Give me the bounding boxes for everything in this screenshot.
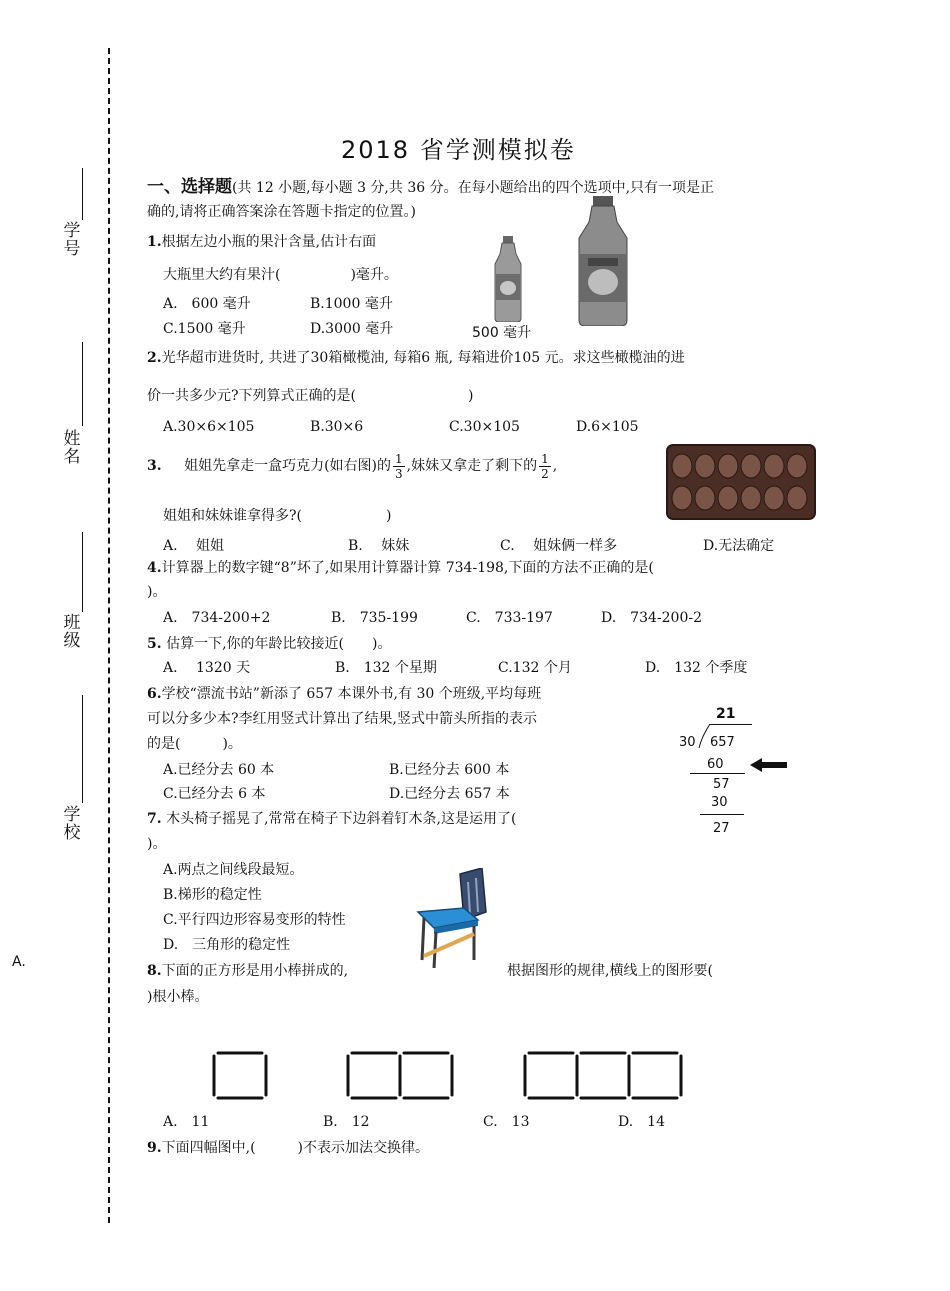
label-school: 学校	[63, 805, 81, 843]
q4-option-b[interactable]: B. 735-199	[331, 610, 418, 626]
page-title: 2018 省学测模拟卷	[341, 136, 576, 164]
chocolate-box-image	[666, 444, 816, 520]
q9-line1	[147, 1137, 429, 1157]
fraction-denominator: 3	[395, 466, 403, 481]
small-juice-bottle-image	[490, 236, 526, 322]
q5-option-d[interactable]: D. 132 个季度	[645, 660, 748, 676]
q3-option-c[interactable]: C. 姐妹俩一样多	[500, 538, 618, 554]
section-heading: 一、选择题	[147, 177, 232, 197]
q7-option-d[interactable]: D. 三角形的稳定性	[163, 937, 291, 953]
division-line-1	[690, 773, 745, 774]
q8-option-a[interactable]: A. 11	[163, 1114, 210, 1130]
stray-option-label: A.	[12, 954, 26, 970]
fraction-numerator: 1	[395, 451, 403, 466]
division-bar	[710, 724, 752, 725]
division-subtract-2: 30	[711, 795, 728, 810]
q8-line1a	[147, 960, 348, 980]
q3-text-a: 姐姐先拿走一盒巧克力(如右图)的	[184, 458, 392, 474]
q4-text: 计算器上的数字键“8”坏了,如果用计算器计算 734-198,下面的方法不正确的是(	[161, 560, 654, 576]
section-instr-1: (共 12 小题,每小题 3 分,共 36 分。在每小题给出的四个选项中,只有一项是正	[232, 180, 715, 196]
chair-image	[412, 868, 490, 968]
division-divisor: 30	[679, 735, 696, 750]
q7-line1	[147, 808, 516, 828]
fraction-one-half	[539, 452, 551, 481]
q8-text-a: 下面的正方形是用小棒拼成的,	[161, 963, 349, 979]
q8-line2: )根小棒。	[147, 989, 209, 1005]
q3-line1	[147, 446, 557, 486]
q7-option-a[interactable]: A.两点之间线段最短。	[163, 862, 304, 878]
fraction-one-third	[393, 452, 405, 481]
q9-text: 下面四幅图中,( )不表示加法交换律。	[161, 1140, 429, 1156]
fraction-numerator: 1	[541, 451, 549, 466]
q8-option-c[interactable]: C. 13	[483, 1114, 530, 1130]
q5-option-a[interactable]: A. 1320 天	[163, 660, 251, 676]
q4-line1	[147, 557, 654, 577]
q3-number: 3.	[147, 458, 162, 474]
label-student-number: 学号	[63, 221, 81, 259]
q5-line1	[147, 633, 391, 653]
q3-option-b[interactable]: B. 妹妹	[348, 538, 410, 554]
q4-number: 4.	[147, 560, 162, 576]
q6-line3: 的是( )。	[147, 736, 242, 752]
q2-line2: 价一共多少元?下列算式正确的是( )	[147, 388, 474, 404]
label-class: 班级	[63, 613, 81, 651]
q1-option-d[interactable]: D.3000 毫升	[310, 321, 394, 337]
q2-line1	[147, 347, 685, 367]
q6-option-c[interactable]: C.已经分去 6 本	[163, 786, 266, 802]
q6-option-b[interactable]: B.已经分去 600 本	[389, 762, 510, 778]
school-blank	[82, 695, 83, 803]
division-remainder-2: 27	[713, 821, 730, 836]
class-blank	[82, 532, 83, 612]
q5-text: 估算一下,你的年龄比较接近( )。	[166, 636, 392, 652]
fraction-denominator: 2	[541, 466, 549, 481]
q1-option-a[interactable]: A. 600 毫升	[163, 296, 251, 312]
q4-option-a[interactable]: A. 734-200+2	[163, 610, 271, 626]
q5-number: 5.	[147, 636, 162, 652]
q2-option-b[interactable]: B.30×6	[310, 419, 364, 435]
name-blank	[82, 342, 83, 426]
q6-text: 学校“漂流书站”新添了 657 本课外书,有 30 个班级,平均每班	[161, 686, 542, 702]
q3-text-b: ,妹妹又拿走了剩下的	[406, 458, 538, 474]
q1-option-c[interactable]: C.1500 毫升	[163, 321, 246, 337]
q3-option-d[interactable]: D.无法确定	[703, 538, 775, 554]
long-division-figure	[660, 700, 800, 840]
q1-option-b[interactable]: B.1000 毫升	[310, 296, 393, 312]
small-bottle-caption: 500 毫升	[472, 325, 532, 341]
q7-option-b[interactable]: B.梯形的稳定性	[163, 887, 262, 903]
q9-number: 9.	[147, 1140, 162, 1156]
q6-option-d[interactable]: D.已经分去 657 本	[389, 786, 510, 802]
q5-option-c[interactable]: C.132 个月	[498, 660, 572, 676]
section-instr-2: 确的,请将正确答案涂在答题卡指定的位置。)	[147, 204, 416, 220]
q4-option-c[interactable]: C. 733-197	[466, 610, 553, 626]
division-remainder-1: 57	[713, 777, 730, 792]
division-dividend: 657	[710, 735, 735, 750]
binding-dashed-line	[108, 48, 110, 1223]
q7-text: 木头椅子摇晃了,常常在椅子下边斜着钉木条,这是运用了(	[166, 811, 517, 827]
division-subtract-1: 60	[707, 757, 724, 772]
q5-option-b[interactable]: B. 132 个星期	[335, 660, 437, 676]
label-name: 姓名	[63, 429, 81, 467]
q4-line2: )。	[147, 584, 167, 600]
division-quotient: 21	[716, 706, 736, 722]
q2-option-c[interactable]: C.30×105	[449, 419, 520, 435]
q1-line2: 大瓶里大约有果汁( )毫升。	[163, 267, 398, 283]
q6-number: 6.	[147, 686, 162, 702]
left-arrow-icon	[750, 757, 788, 773]
q1-number: 1.	[147, 234, 162, 250]
large-juice-bottle-image	[574, 196, 632, 326]
q8-line1b: 根据图形的规律,横线上的图形要(	[507, 963, 713, 979]
q2-option-a[interactable]: A.30×6×105	[163, 419, 255, 435]
q2-option-d[interactable]: D.6×105	[576, 419, 639, 435]
q3-text-c: ,	[552, 458, 558, 474]
q4-option-d[interactable]: D. 734-200-2	[601, 610, 702, 626]
division-line-2	[700, 814, 744, 815]
q1-line1	[147, 231, 376, 251]
q2-text: 光华超市进货时, 共进了30箱橄榄油, 每箱6 瓶, 每箱进价105 元。求这些橄榄油的进	[161, 350, 685, 366]
q3-option-a[interactable]: A. 姐姐	[163, 538, 225, 554]
q7-option-c[interactable]: C.平行四边形容易变形的特性	[163, 912, 346, 928]
matchstick-squares-figure	[205, 1046, 695, 1106]
q3-line2: 姐姐和妹妹谁拿得多?( )	[163, 508, 392, 524]
q1-text: 根据左边小瓶的果汁含量,估计右面	[161, 234, 377, 250]
q7-line2: )。	[147, 836, 167, 852]
q7-number: 7.	[147, 811, 162, 827]
q8-option-d[interactable]: D. 14	[618, 1114, 665, 1130]
q8-option-b[interactable]: B. 12	[323, 1114, 370, 1130]
q6-line1	[147, 683, 541, 703]
q6-option-a[interactable]: A.已经分去 60 本	[163, 762, 275, 778]
q6-line2: 可以分多少本?李红用竖式计算出了结果,竖式中箭头所指的表示	[147, 711, 537, 727]
section-instructions	[147, 172, 714, 197]
q2-number: 2.	[147, 350, 162, 366]
student-number-blank	[82, 168, 83, 220]
q8-number: 8.	[147, 963, 162, 979]
